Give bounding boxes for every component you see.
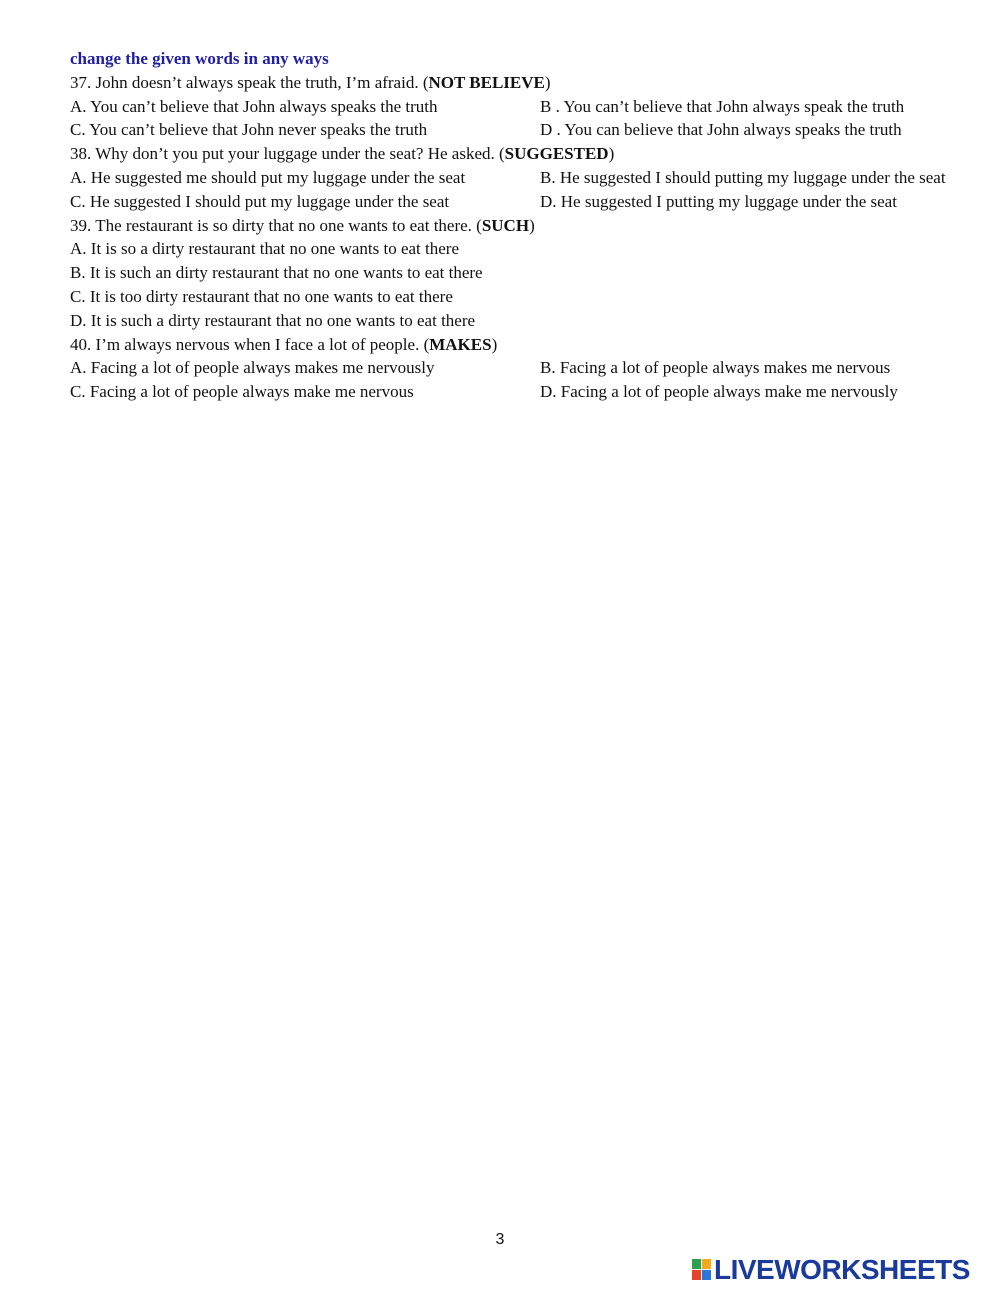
question-37-option-d[interactable]: D . You can believe that John always speaks the truth — [540, 120, 902, 140]
logo-square-tr — [702, 1259, 711, 1269]
question-37-options-row-2 — [70, 118, 990, 142]
question-38-keyword: SUGGESTED — [504, 144, 609, 164]
question-37-stem: 37. John doesn’t always speak the truth, I’m afraid. (NOT BELIEVE) — [70, 72, 551, 92]
page-number: 3 — [495, 1231, 505, 1248]
question-39-stem: 39. The restaurant is so dirty that no one wants to eat there. (SUCH) — [70, 215, 535, 235]
question-38-options-row-1 — [70, 166, 990, 190]
question-40-options-row-1 — [70, 356, 990, 380]
question-39-option-c[interactable]: C. It is too dirty restaurant that no one wants to eat there — [70, 286, 453, 306]
question-38-option-d[interactable]: D. He suggested I putting my luggage under the seat — [540, 191, 897, 211]
question-38-stem: 38. Why don’t you put your luggage under the seat? He asked. (SUGGESTED) — [70, 144, 615, 164]
logo-square-br — [702, 1270, 711, 1280]
question-37-keyword: NOT BELIEVE — [428, 72, 545, 92]
logo-square-tl — [692, 1259, 701, 1269]
question-37-option-c[interactable]: C. You can’t believe that John never speaks the truth — [70, 120, 428, 140]
question-37-option-a[interactable]: A. You can’t believe that John always speaks the truth — [70, 96, 438, 116]
question-40-option-c[interactable]: C. Facing a lot of people always make me nervous — [70, 382, 414, 402]
question-39-keyword: SUCH — [481, 215, 530, 235]
question-38-option-c[interactable]: C. He suggested I should put my luggage under the seat — [70, 191, 450, 211]
liveworksheets-logo-icon — [692, 1259, 712, 1281]
question-37-option-b[interactable]: B . You can’t believe that John always speak the truth — [540, 96, 905, 116]
question-40-keyword: MAKES — [429, 334, 492, 354]
section-heading: change the given words in any ways — [70, 49, 329, 68]
question-38-option-b[interactable]: B. He suggested I should putting my luggage under the seat — [540, 167, 946, 187]
question-40-stem: 40. I’m always nervous when I face a lot of people. (MAKES) — [70, 334, 498, 354]
liveworksheets-logo[interactable] — [692, 1255, 970, 1285]
question-37-options-row-1 — [70, 95, 990, 119]
question-38-options-row-2 — [70, 190, 990, 214]
question-40-option-b[interactable]: B. Facing a lot of people always makes me nervous — [540, 358, 891, 378]
question-38-option-a[interactable]: A. He suggested me should put my luggage under the seat — [70, 167, 466, 187]
logo-square-bl — [692, 1270, 701, 1280]
question-40-option-a[interactable]: A. Facing a lot of people always makes me nervously — [70, 358, 435, 378]
question-40-options-row-2 — [70, 380, 990, 404]
question-39-option-b[interactable]: B. It is such an dirty restaurant that no one wants to eat there — [70, 263, 483, 283]
liveworksheets-logo-text: LIVEWORKSHEETS — [714, 1254, 970, 1285]
worksheet-content — [70, 47, 990, 404]
question-40-option-d[interactable]: D. Facing a lot of people always make me nervously — [540, 382, 898, 402]
question-39-option-a[interactable]: A. It is so a dirty restaurant that no one wants to eat there — [70, 239, 459, 259]
question-39-option-d[interactable]: D. It is such a dirty restaurant that no one wants to eat there — [70, 310, 476, 330]
